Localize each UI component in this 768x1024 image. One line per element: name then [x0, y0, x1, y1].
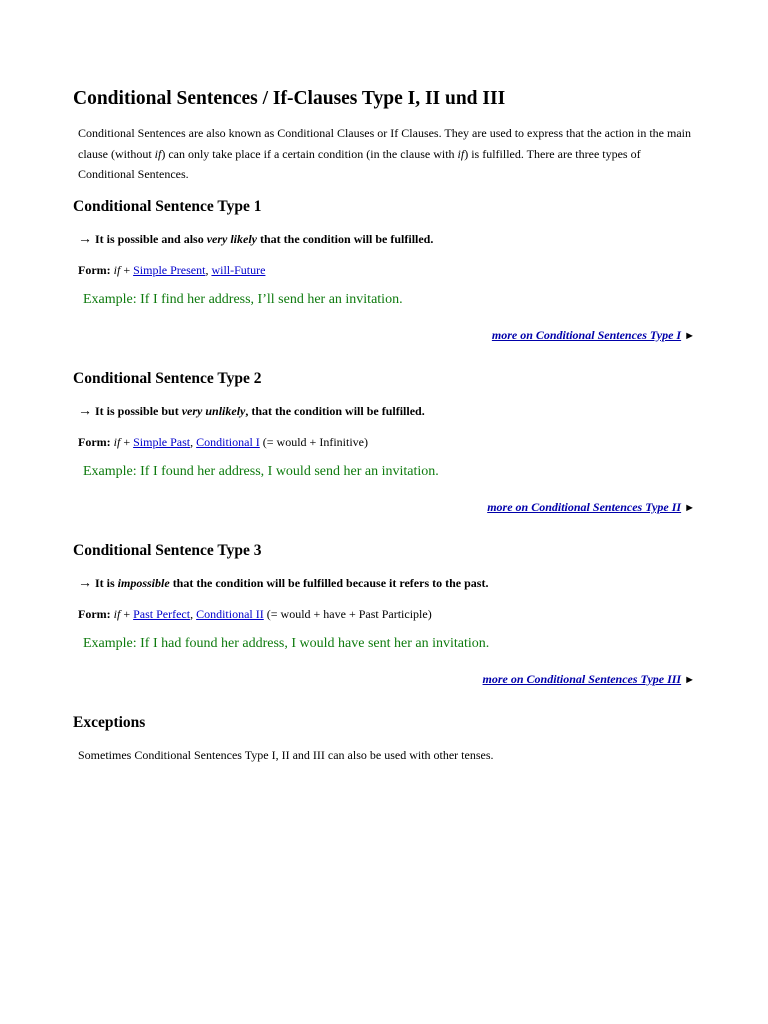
- arrow-icon: →: [78, 231, 92, 247]
- comma: ,: [205, 262, 212, 277]
- intro-text-2: ) can only take place if a certain condition (in the clause with: [161, 146, 458, 161]
- page-title: Conditional Sentences / If-Clauses Type I, II und III: [73, 88, 506, 109]
- exceptions-text: Sometimes Conditional Sentences Type I, II and III can also be used with other tenses.: [78, 747, 494, 762]
- type3-rule-emphasis: impossible: [117, 575, 170, 590]
- type3-example: Example: If I had found her address, I would have sent her an invitation.: [83, 635, 490, 651]
- arrow-icon: →: [78, 575, 92, 591]
- type3-more-row: [73, 671, 695, 688]
- section-type-1: [73, 197, 695, 344]
- if-word: if: [113, 262, 121, 277]
- type2-rule-b: , that the condition will be fulfilled.: [245, 403, 425, 418]
- link-simple-past[interactable]: Simple Past: [133, 434, 191, 449]
- type1-rule: [78, 231, 695, 248]
- intro-paragraph: [78, 123, 693, 185]
- arrow-icon: →: [78, 403, 92, 419]
- type1-rule-a: It is possible and also: [95, 231, 207, 246]
- type2-rule: [78, 403, 695, 420]
- type1-more-row: [73, 327, 695, 344]
- section-type-2: [73, 369, 695, 516]
- if-word: if: [113, 606, 121, 621]
- play-arrow-icon: ►: [684, 329, 695, 342]
- exceptions-heading: Exceptions: [73, 713, 146, 731]
- type3-rule: [78, 575, 695, 592]
- form-label: Form:: [78, 262, 111, 277]
- play-arrow-icon: ►: [684, 501, 695, 514]
- type3-form-tail: (= would + have + Past Participle): [263, 606, 432, 621]
- type2-more-row: [73, 499, 695, 516]
- more-type3-link[interactable]: more on Conditional Sentences Type III: [482, 671, 682, 686]
- comma: ,: [190, 434, 197, 449]
- document-page: [73, 86, 695, 763]
- link-simple-present[interactable]: Simple Present: [133, 262, 206, 277]
- type3-heading: Conditional Sentence Type 3: [73, 541, 262, 559]
- type1-rule-emphasis: very likely: [206, 231, 258, 246]
- type2-example: Example: If I found her address, I would send her an invitation.: [83, 463, 439, 479]
- plus-sign: +: [120, 606, 134, 621]
- intro-text-1: Conditional Sentences are also known as Conditional Clauses or If Clauses. They are used to express that the action in the main clause (without: [78, 126, 691, 161]
- intro-text-3: ) is fulfilled. There are three types of Conditional Sentences.: [78, 146, 641, 181]
- section-type-3: [73, 541, 695, 688]
- type2-rule-a: It is possible but: [95, 403, 182, 418]
- link-will-future[interactable]: will-Future: [211, 262, 266, 277]
- type2-form: [78, 434, 695, 450]
- type2-rule-emphasis: very unlikely: [181, 403, 246, 418]
- type1-heading: Conditional Sentence Type 1: [73, 197, 262, 215]
- type2-form-tail: (= would + Infinitive): [259, 434, 368, 449]
- link-past-perfect[interactable]: Past Perfect: [133, 606, 191, 621]
- more-type2-link[interactable]: more on Conditional Sentences Type II: [487, 499, 682, 514]
- type3-rule-a: It is: [95, 575, 118, 590]
- form-label: Form:: [78, 434, 111, 449]
- section-exceptions: [73, 713, 695, 763]
- plus-sign: +: [120, 262, 134, 277]
- if-word: if: [113, 434, 121, 449]
- play-arrow-icon: ►: [684, 673, 695, 686]
- link-conditional-ii[interactable]: Conditional II: [196, 606, 264, 621]
- type1-example: Example: If I find her address, I’ll send her an invitation.: [83, 291, 403, 307]
- type1-rule-b: that the condition will be fulfilled.: [257, 231, 434, 246]
- intro-if-2: if: [457, 146, 465, 161]
- form-label: Form:: [78, 606, 111, 621]
- type3-form: [78, 606, 695, 622]
- type3-rule-b: that the condition will be fulfilled because it refers to the past.: [169, 575, 489, 590]
- comma: ,: [190, 606, 197, 621]
- more-type1-link[interactable]: more on Conditional Sentences Type I: [491, 327, 682, 342]
- link-conditional-i[interactable]: Conditional I: [196, 434, 260, 449]
- type1-form: [78, 262, 695, 278]
- type2-heading: Conditional Sentence Type 2: [73, 369, 262, 387]
- intro-if-1: if: [154, 146, 162, 161]
- plus-sign: +: [120, 434, 134, 449]
